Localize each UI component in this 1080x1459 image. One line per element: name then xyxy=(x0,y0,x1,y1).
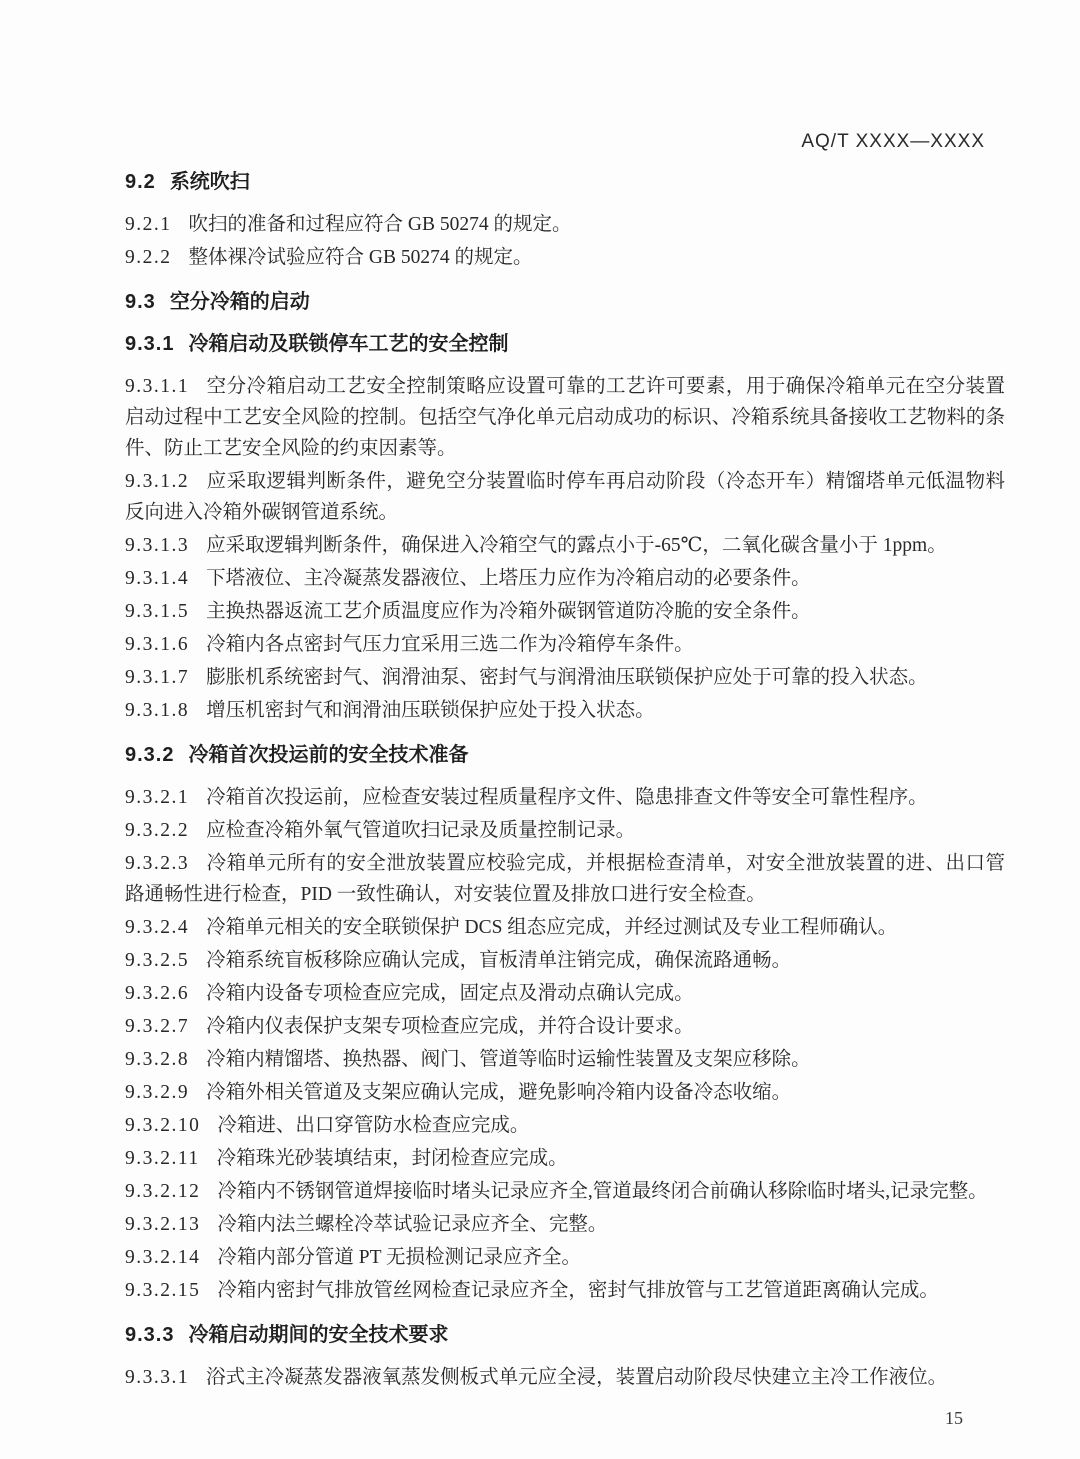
clause-paragraph xyxy=(125,815,1005,846)
section-number: 9.3.1 xyxy=(125,333,175,355)
clause-text: 冷箱进、出口穿管防水检查应完成。 xyxy=(217,1115,530,1136)
clause-number: 9.3.1.1 xyxy=(125,376,190,397)
clause-text: 膨胀机系统密封气、润滑油泵、密封气与润滑油压联锁保护应处于可靠的投入状态。 xyxy=(206,667,928,688)
clause-text: 空分冷箱启动工艺安全控制策略应设置可靠的工艺许可要素，用于确保冷箱单元在空分装置启动过程中工艺安全风险的控制。包括空气净化单元启动成功的标识、冷箱系统具备接收工艺物料的条件、防止工艺安全风险的约束因素等。 xyxy=(125,376,1005,459)
clause-number: 9.3.2.4 xyxy=(125,917,190,938)
page-number: 15 xyxy=(945,1408,963,1428)
clause-paragraph xyxy=(125,629,1005,660)
clause-text: 冷箱外相关管道及支架应确认完成，避免影响冷箱内设备冷态收缩。 xyxy=(206,1082,792,1103)
clause-number: 9.3.1.4 xyxy=(125,568,190,589)
clause-number: 9.3.1.5 xyxy=(125,601,190,622)
clause-text: 冷箱内设备专项检查应完成，固定点及滑动点确认完成。 xyxy=(206,983,694,1004)
clause-text: 冷箱珠光砂装填结束，封闭检查应完成。 xyxy=(216,1148,568,1169)
clause-paragraph xyxy=(125,912,1005,943)
clause-paragraph xyxy=(125,782,1005,813)
clause-number: 9.3.2.6 xyxy=(125,983,190,1004)
clause-text: 吹扫的准备和过程应符合 GB 50274 的规定。 xyxy=(188,214,572,235)
section-number: 9.3 xyxy=(125,291,156,313)
clause-text: 冷箱内部分管道 PT 无损检测记录应齐全。 xyxy=(217,1247,582,1268)
document-body xyxy=(125,169,1005,1393)
clause-paragraph xyxy=(125,1044,1005,1075)
clause-number: 9.3.2.11 xyxy=(125,1148,200,1169)
clause-text: 下塔液位、主冷凝蒸发器液位、上塔压力应作为冷箱启动的必要条件。 xyxy=(206,568,811,589)
clause-number: 9.3.2.9 xyxy=(125,1082,190,1103)
page-footer xyxy=(125,1407,1005,1429)
section-heading xyxy=(125,169,1005,195)
clause-paragraph xyxy=(125,1143,1005,1174)
clause-text: 冷箱内精馏塔、换热器、阀门、管道等临时运输性装置及支架应移除。 xyxy=(206,1049,811,1070)
clause-paragraph xyxy=(125,1362,1005,1393)
clause-number: 9.3.2.14 xyxy=(125,1247,201,1268)
clause-paragraph xyxy=(125,1077,1005,1108)
clause-number: 9.3.1.3 xyxy=(125,535,190,556)
section-heading xyxy=(125,331,1005,357)
section-title: 空分冷箱的启动 xyxy=(169,291,310,313)
clause-text: 冷箱首次投运前，应检查安装过程质量程序文件、隐患排查文件等安全可靠性程序。 xyxy=(206,787,928,808)
clause-text: 冷箱单元所有的安全泄放装置应校验完成，并根据检查清单，对安全泄放装置的进、出口管路通畅性进行检查，PID 一致性确认，对安装位置及排放口进行安全检查。 xyxy=(125,853,1005,905)
clause-paragraph xyxy=(125,978,1005,1009)
clause-paragraph xyxy=(125,1209,1005,1240)
clause-text: 增压机密封气和润滑油压联锁保护应处于投入状态。 xyxy=(206,700,655,721)
clause-text: 冷箱内法兰螺栓冷萃试验记录应齐全、完整。 xyxy=(217,1214,608,1235)
clause-number: 9.3.2.5 xyxy=(125,950,190,971)
clause-number: 9.3.2.7 xyxy=(125,1016,190,1037)
clause-paragraph xyxy=(125,596,1005,627)
clause-text: 整体裸冷试验应符合 GB 50274 的规定。 xyxy=(188,247,533,268)
clause-number: 9.3.2.1 xyxy=(125,787,190,808)
clause-text: 冷箱单元相关的安全联锁保护 DCS 组态应完成，并经过测试及专业工程师确认。 xyxy=(206,917,898,938)
clause-text: 应采取逻辑判断条件，确保进入冷箱空气的露点小于-65℃，二氧化碳含量小于 1ppm。 xyxy=(206,535,947,556)
clause-paragraph xyxy=(125,848,1005,910)
clause-text: 冷箱内不锈钢管道焊接临时堵头记录应齐全,管道最终闭合前确认移除临时堵头,记录完整。 xyxy=(217,1181,988,1202)
clause-number: 9.3.1.2 xyxy=(125,471,190,492)
clause-number: 9.3.2.2 xyxy=(125,820,190,841)
clause-paragraph xyxy=(125,466,1005,528)
section-title: 系统吹扫 xyxy=(169,171,250,193)
clause-paragraph xyxy=(125,242,1005,273)
clause-text: 冷箱内各点密封气压力宜采用三选二作为冷箱停车条件。 xyxy=(206,634,694,655)
clause-number: 9.3.1.8 xyxy=(125,700,190,721)
clause-paragraph xyxy=(125,1176,1005,1207)
clause-number: 9.3.2.10 xyxy=(125,1115,201,1136)
clause-text: 应采取逻辑判断条件，避免空分装置临时停车再启动阶段（冷态开车）精馏塔单元低温物料反向进入冷箱外碳钢管道系统。 xyxy=(125,471,1005,523)
clause-text: 冷箱系统盲板移除应确认完成，盲板清单注销完成，确保流路通畅。 xyxy=(206,950,792,971)
clause-number: 9.2.2 xyxy=(125,247,172,268)
clause-text: 主换热器返流工艺介质温度应作为冷箱外碳钢管道防冷脆的安全条件。 xyxy=(206,601,811,622)
clause-paragraph xyxy=(125,563,1005,594)
section-title: 冷箱首次投运前的安全技术准备 xyxy=(188,744,469,766)
clause-number: 9.3.2.13 xyxy=(125,1214,201,1235)
clause-number: 9.3.2.12 xyxy=(125,1181,201,1202)
clause-text: 应检查冷箱外氧气管道吹扫记录及质量控制记录。 xyxy=(206,820,636,841)
clause-number: 9.3.3.1 xyxy=(125,1367,190,1388)
section-heading xyxy=(125,1322,1005,1348)
section-heading xyxy=(125,289,1005,315)
section-number: 9.2 xyxy=(125,171,156,193)
clause-paragraph xyxy=(125,945,1005,976)
clause-text: 冷箱内仪表保护支架专项检查应完成，并符合设计要求。 xyxy=(206,1016,694,1037)
page-header xyxy=(125,131,1005,153)
clause-paragraph xyxy=(125,530,1005,561)
doc-code: AQ/T XXXX—XXXX xyxy=(801,131,985,152)
clause-number: 9.3.1.6 xyxy=(125,634,190,655)
clause-number: 9.3.2.15 xyxy=(125,1280,201,1301)
clause-number: 9.3.1.7 xyxy=(125,667,190,688)
clause-paragraph xyxy=(125,1110,1005,1141)
section-title: 冷箱启动期间的安全技术要求 xyxy=(188,1324,449,1346)
clause-text: 浴式主冷凝蒸发器液氧蒸发侧板式单元应全浸，装置启动阶段尽快建立主冷工作液位。 xyxy=(206,1367,948,1388)
clause-number: 9.3.2.8 xyxy=(125,1049,190,1070)
section-number: 9.3.2 xyxy=(125,744,175,766)
clause-paragraph xyxy=(125,662,1005,693)
clause-paragraph xyxy=(125,371,1005,464)
clause-paragraph xyxy=(125,1242,1005,1273)
clause-number: 9.2.1 xyxy=(125,214,172,235)
clause-paragraph xyxy=(125,695,1005,726)
clause-text: 冷箱内密封气排放管丝网检查记录应齐全，密封气排放管与工艺管道距离确认完成。 xyxy=(217,1280,939,1301)
clause-paragraph xyxy=(125,1275,1005,1306)
clause-number: 9.3.2.3 xyxy=(125,853,190,874)
section-title: 冷箱启动及联锁停车工艺的安全控制 xyxy=(188,333,509,355)
clause-paragraph xyxy=(125,209,1005,240)
section-number: 9.3.3 xyxy=(125,1324,175,1346)
section-heading xyxy=(125,742,1005,768)
clause-paragraph xyxy=(125,1011,1005,1042)
